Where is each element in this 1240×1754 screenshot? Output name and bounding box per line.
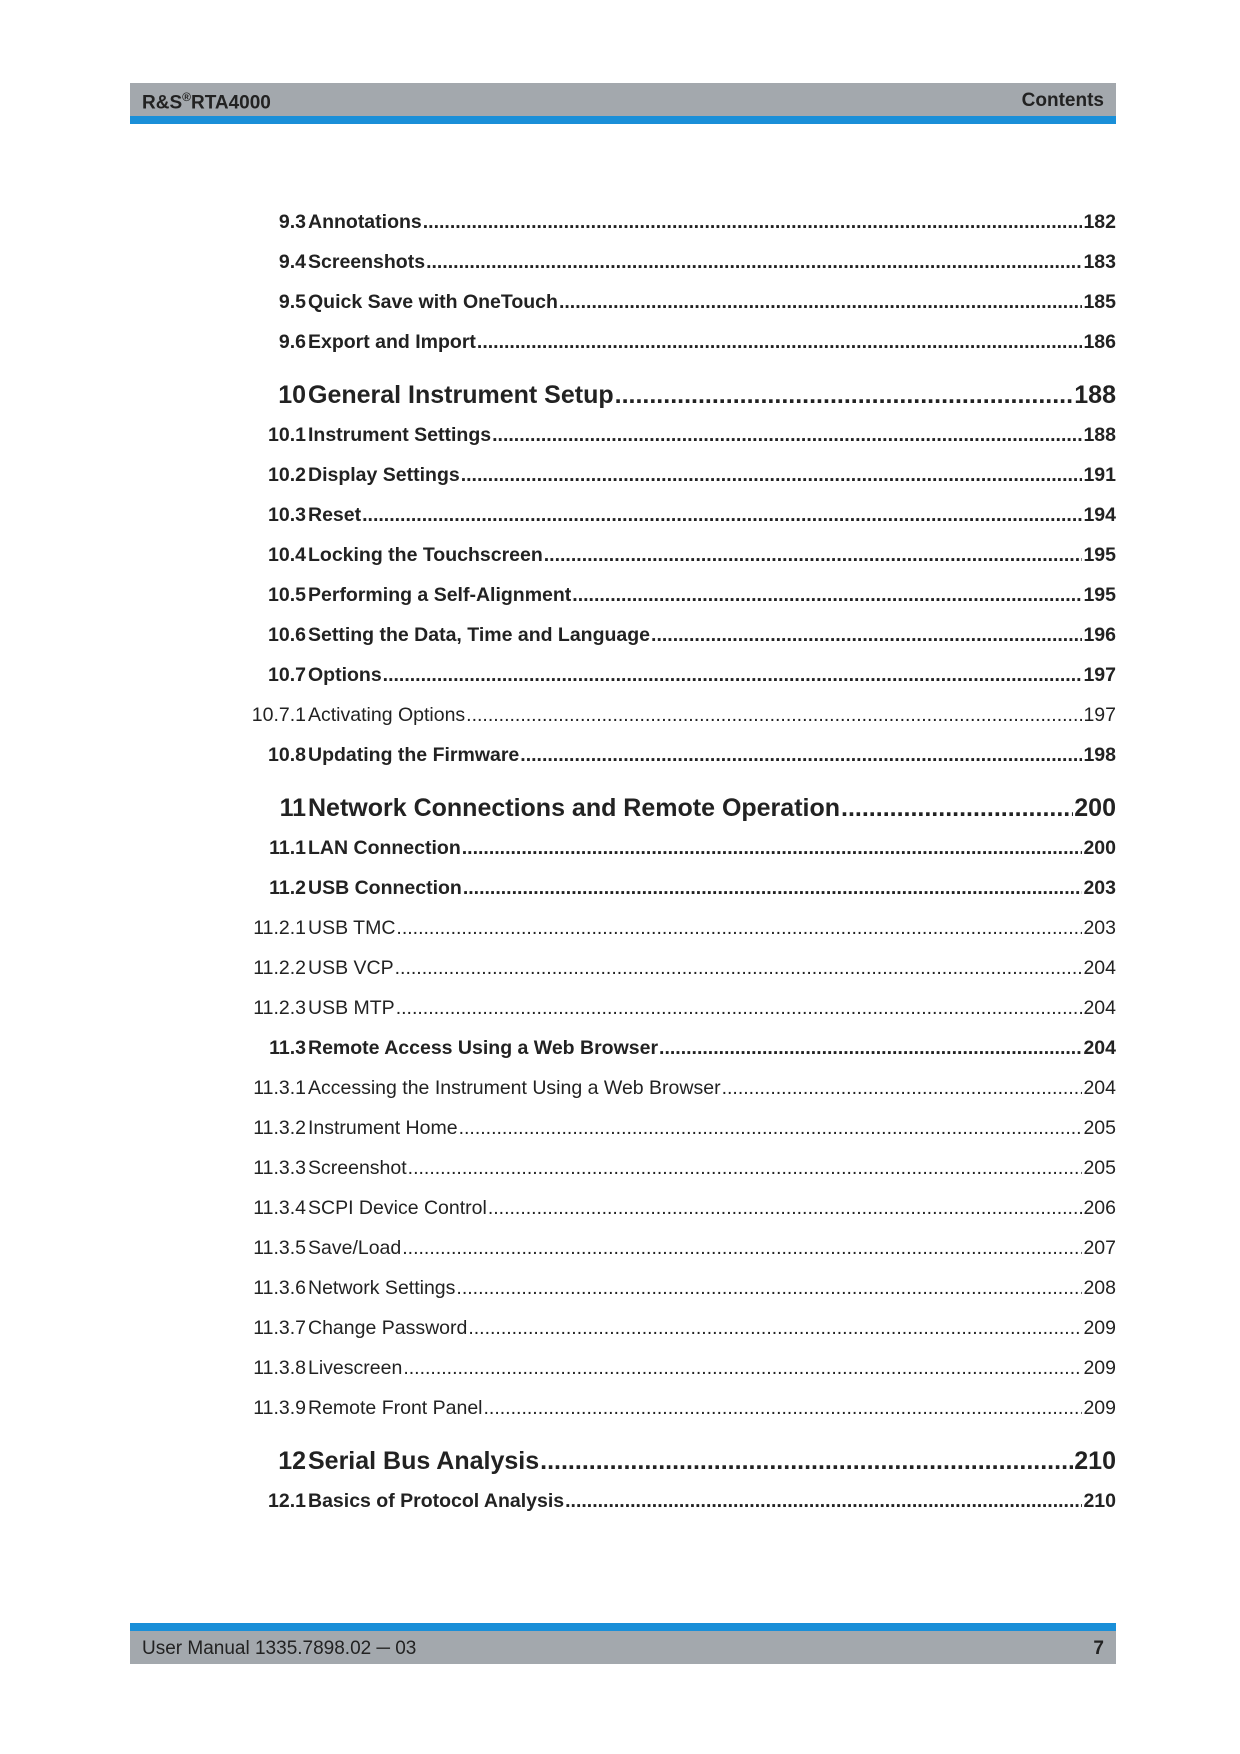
toc-dot-leader xyxy=(565,1490,1082,1513)
toc-entry-title: Screenshots xyxy=(308,250,426,273)
toc-entry-title: USB TMC xyxy=(308,916,396,939)
toc-entry[interactable] xyxy=(220,375,1116,415)
toc-entry[interactable] xyxy=(220,1188,1116,1228)
toc-entry-number: 11.3.3 xyxy=(253,1156,306,1179)
toc-entry-page: 209 xyxy=(1083,1396,1116,1419)
toc-entry[interactable] xyxy=(220,282,1116,322)
header-band xyxy=(130,83,1116,116)
toc-entry-page: 207 xyxy=(1083,1236,1116,1259)
toc-entry[interactable] xyxy=(220,1308,1116,1348)
toc-entry-page: 195 xyxy=(1083,583,1116,606)
toc-entry[interactable] xyxy=(220,868,1116,908)
toc-entry[interactable] xyxy=(220,495,1116,535)
toc-entry-page: 203 xyxy=(1083,916,1116,939)
toc-entry-number: 11.3.2 xyxy=(253,1116,306,1139)
toc-dot-leader xyxy=(520,744,1082,767)
toc-entry-number: 10.8 xyxy=(268,743,306,766)
toc-entry-number: 10.7 xyxy=(268,663,306,686)
toc-dot-leader xyxy=(403,1357,1082,1380)
toc-dot-leader xyxy=(466,704,1082,727)
toc-entry[interactable] xyxy=(220,1028,1116,1068)
toc-entry-page: 197 xyxy=(1083,703,1116,726)
toc-entry[interactable] xyxy=(220,1348,1116,1388)
toc-entry-number: 9.3 xyxy=(278,210,306,233)
toc-entry-number: 11.3 xyxy=(269,1036,306,1059)
toc-entry-page: 185 xyxy=(1083,290,1116,313)
toc-entry[interactable] xyxy=(220,322,1116,362)
toc-entry-title: Performing a Self-Alignment xyxy=(308,583,572,606)
toc-entry-title: Network Connections and Remote Operation xyxy=(308,793,841,822)
toc-entry-number: 11.2.2 xyxy=(253,956,306,979)
toc-entry[interactable] xyxy=(220,988,1116,1028)
toc-entry-title: Updating the Firmware xyxy=(308,743,520,766)
toc-dot-leader xyxy=(572,584,1082,607)
toc-entry-number: 12 xyxy=(278,1446,306,1475)
toc-entry[interactable] xyxy=(220,828,1116,868)
toc-dot-leader xyxy=(408,1157,1083,1180)
toc-entry-title: Display Settings xyxy=(308,463,460,486)
toc-entry[interactable] xyxy=(220,695,1116,735)
toc-dot-leader xyxy=(362,504,1082,527)
toc-entry-page: 186 xyxy=(1083,330,1116,353)
toc-entry[interactable] xyxy=(220,242,1116,282)
toc-dot-leader xyxy=(456,1277,1082,1300)
toc-entry-title: Locking the Touchscreen xyxy=(308,543,543,566)
toc-dot-leader xyxy=(722,1077,1083,1100)
toc-entry[interactable] xyxy=(220,535,1116,575)
header-accent-line xyxy=(130,116,1116,124)
page-number: 7 xyxy=(1093,1638,1104,1659)
toc-entry-number: 10 xyxy=(278,380,306,409)
toc-entry[interactable] xyxy=(220,1388,1116,1428)
toc-entry-number: 11.3.1 xyxy=(253,1076,306,1099)
toc-entry-title: Remote Access Using a Web Browser xyxy=(308,1036,659,1059)
toc-dot-leader xyxy=(396,997,1083,1020)
toc-dot-leader xyxy=(461,464,1083,487)
toc-entry-title: Accessing the Instrument Using a Web Browser xyxy=(308,1076,721,1099)
toc-entry-number: 10.4 xyxy=(268,543,306,566)
toc-entry-page: 204 xyxy=(1083,1076,1116,1099)
toc-dot-leader xyxy=(484,1397,1083,1420)
toc-entry[interactable] xyxy=(220,908,1116,948)
toc-entry-number: 10.3 xyxy=(268,503,306,526)
toc-entry-page: 205 xyxy=(1083,1116,1116,1139)
toc-entry-title: Serial Bus Analysis xyxy=(308,1446,540,1475)
toc-entry[interactable] xyxy=(220,415,1116,455)
toc-entry-number: 9.6 xyxy=(278,330,306,353)
toc-entry-page: 195 xyxy=(1083,543,1116,566)
toc-entry-page: 210 xyxy=(1074,1446,1116,1475)
toc-entry-page: 200 xyxy=(1083,836,1116,859)
toc-entry-title: Annotations xyxy=(308,210,422,233)
toc-dot-leader xyxy=(841,794,1073,823)
toc-entry-title: USB VCP xyxy=(308,956,394,979)
toc-entry-number: 11.3.8 xyxy=(253,1356,306,1379)
toc-entry-page: 203 xyxy=(1083,876,1116,899)
toc-entry-title: USB Connection xyxy=(308,876,462,899)
toc-entry-page: 194 xyxy=(1083,503,1116,526)
toc-entry[interactable] xyxy=(220,1068,1116,1108)
toc-dot-leader xyxy=(659,1037,1082,1060)
toc-dot-leader xyxy=(459,1117,1083,1140)
toc-entry-number: 9.5 xyxy=(278,290,306,313)
toc-entry-title: Livescreen xyxy=(308,1356,403,1379)
toc-entry-page: 204 xyxy=(1083,996,1116,1019)
toc-dot-leader xyxy=(462,837,1083,860)
toc-entry-title: Network Settings xyxy=(308,1276,456,1299)
product-name: R&S®RTA4000 xyxy=(142,90,271,114)
toc-entry-page: 206 xyxy=(1083,1196,1116,1219)
toc-entry-title: Activating Options xyxy=(308,703,466,726)
toc-entry[interactable] xyxy=(220,655,1116,695)
toc-entry-number: 11.2.1 xyxy=(253,916,306,939)
toc-entry-number: 11.3.6 xyxy=(253,1276,306,1299)
toc-entry[interactable] xyxy=(220,202,1116,242)
toc-entry-number: 10.6 xyxy=(268,623,306,646)
toc-entry-title: Options xyxy=(308,663,382,686)
toc-entry[interactable] xyxy=(220,1268,1116,1308)
toc-entry[interactable] xyxy=(220,615,1116,655)
toc-entry-page: 204 xyxy=(1083,1036,1116,1059)
toc-entry-page: 197 xyxy=(1083,663,1116,686)
toc-entry-page: 188 xyxy=(1074,380,1116,409)
toc-dot-leader xyxy=(544,544,1083,567)
toc-entry-title: SCPI Device Control xyxy=(308,1196,487,1219)
toc-entry-page: 209 xyxy=(1083,1316,1116,1339)
toc-entry-page: 182 xyxy=(1083,210,1116,233)
toc-entry[interactable] xyxy=(220,575,1116,615)
toc-entry-number: 11.2.3 xyxy=(253,996,306,1019)
toc-dot-leader xyxy=(651,624,1082,647)
section-title: Contents xyxy=(1021,90,1104,111)
toc-entry-title: Change Password xyxy=(308,1316,468,1339)
toc-entry-number: 11 xyxy=(279,793,306,822)
toc-entry[interactable] xyxy=(220,1148,1116,1188)
toc-entry-number: 11.2 xyxy=(269,876,306,899)
toc-entry-title: Remote Front Panel xyxy=(308,1396,483,1419)
toc-entry[interactable] xyxy=(220,1481,1116,1521)
toc-entry-page: 188 xyxy=(1083,423,1116,446)
toc-entry-page: 183 xyxy=(1083,250,1116,273)
toc-entry[interactable] xyxy=(220,1108,1116,1148)
toc-entry-number: 10.5 xyxy=(268,583,306,606)
toc-entry-title: General Instrument Setup xyxy=(308,380,614,409)
toc-entry-title: Export and Import xyxy=(308,330,476,353)
toc-entry-number: 10.1 xyxy=(268,423,306,446)
toc-entry-title: Instrument Settings xyxy=(308,423,492,446)
toc-dot-leader xyxy=(423,211,1083,234)
toc-entry-number: 10.2 xyxy=(268,463,306,486)
toc-entry-page: 204 xyxy=(1083,956,1116,979)
toc-entry[interactable] xyxy=(220,1228,1116,1268)
toc-dot-leader xyxy=(396,917,1082,940)
toc-dot-leader xyxy=(540,1447,1073,1476)
toc-entry-title: Basics of Protocol Analysis xyxy=(308,1489,565,1512)
toc-dot-leader xyxy=(468,1317,1082,1340)
toc-entry-title: USB MTP xyxy=(308,996,395,1019)
toc-dot-leader xyxy=(463,877,1083,900)
toc-entry-title: Screenshot xyxy=(308,1156,407,1179)
toc-entry-number: 9.4 xyxy=(278,250,306,273)
toc-entry-page: 198 xyxy=(1083,743,1116,766)
toc-entry-number: 11.3.7 xyxy=(253,1316,306,1339)
toc-entry-title: Setting the Data, Time and Language xyxy=(308,623,651,646)
toc-entry-number: 11.1 xyxy=(269,836,306,859)
toc-entry-title: Quick Save with OneTouch xyxy=(308,290,558,313)
toc-dot-leader xyxy=(395,957,1083,980)
toc-entry[interactable] xyxy=(220,455,1116,495)
toc-entry-page: 210 xyxy=(1083,1489,1116,1512)
toc-entry-page: 208 xyxy=(1083,1276,1116,1299)
footer-band xyxy=(130,1631,1116,1664)
toc-entry-number: 11.3.9 xyxy=(253,1396,306,1419)
toc-entry-page: 196 xyxy=(1083,623,1116,646)
footer-accent-line xyxy=(130,1623,1116,1631)
manual-id: User Manual 1335.7898.02 ─ 03 xyxy=(142,1638,417,1659)
toc-dot-leader xyxy=(615,381,1074,410)
toc-entry-page: 205 xyxy=(1083,1156,1116,1179)
toc-entry[interactable] xyxy=(220,1441,1116,1481)
toc-entry-number: 10.7.1 xyxy=(251,703,306,726)
toc-entry-title: Reset xyxy=(308,503,362,526)
toc-entry-number: 12.1 xyxy=(268,1489,306,1512)
toc-entry-number: 11.3.4 xyxy=(253,1196,306,1219)
toc-dot-leader xyxy=(426,251,1082,274)
toc-entry[interactable] xyxy=(220,735,1116,775)
toc-entry-page: 200 xyxy=(1074,793,1116,822)
toc-entry-title: LAN Connection xyxy=(308,836,461,859)
table-of-contents xyxy=(220,202,1116,1521)
toc-dot-leader xyxy=(492,424,1082,447)
toc-entry-page: 209 xyxy=(1083,1356,1116,1379)
toc-entry-title: Instrument Home xyxy=(308,1116,458,1139)
toc-entry-title: Save/Load xyxy=(308,1236,402,1259)
toc-dot-leader xyxy=(488,1197,1083,1220)
toc-dot-leader xyxy=(477,331,1083,354)
toc-dot-leader xyxy=(402,1237,1082,1260)
toc-dot-leader xyxy=(559,291,1083,314)
toc-entry[interactable] xyxy=(220,788,1116,828)
toc-entry-number: 11.3.5 xyxy=(253,1236,306,1259)
toc-entry-page: 191 xyxy=(1083,463,1116,486)
toc-dot-leader xyxy=(383,664,1083,687)
toc-entry[interactable] xyxy=(220,948,1116,988)
